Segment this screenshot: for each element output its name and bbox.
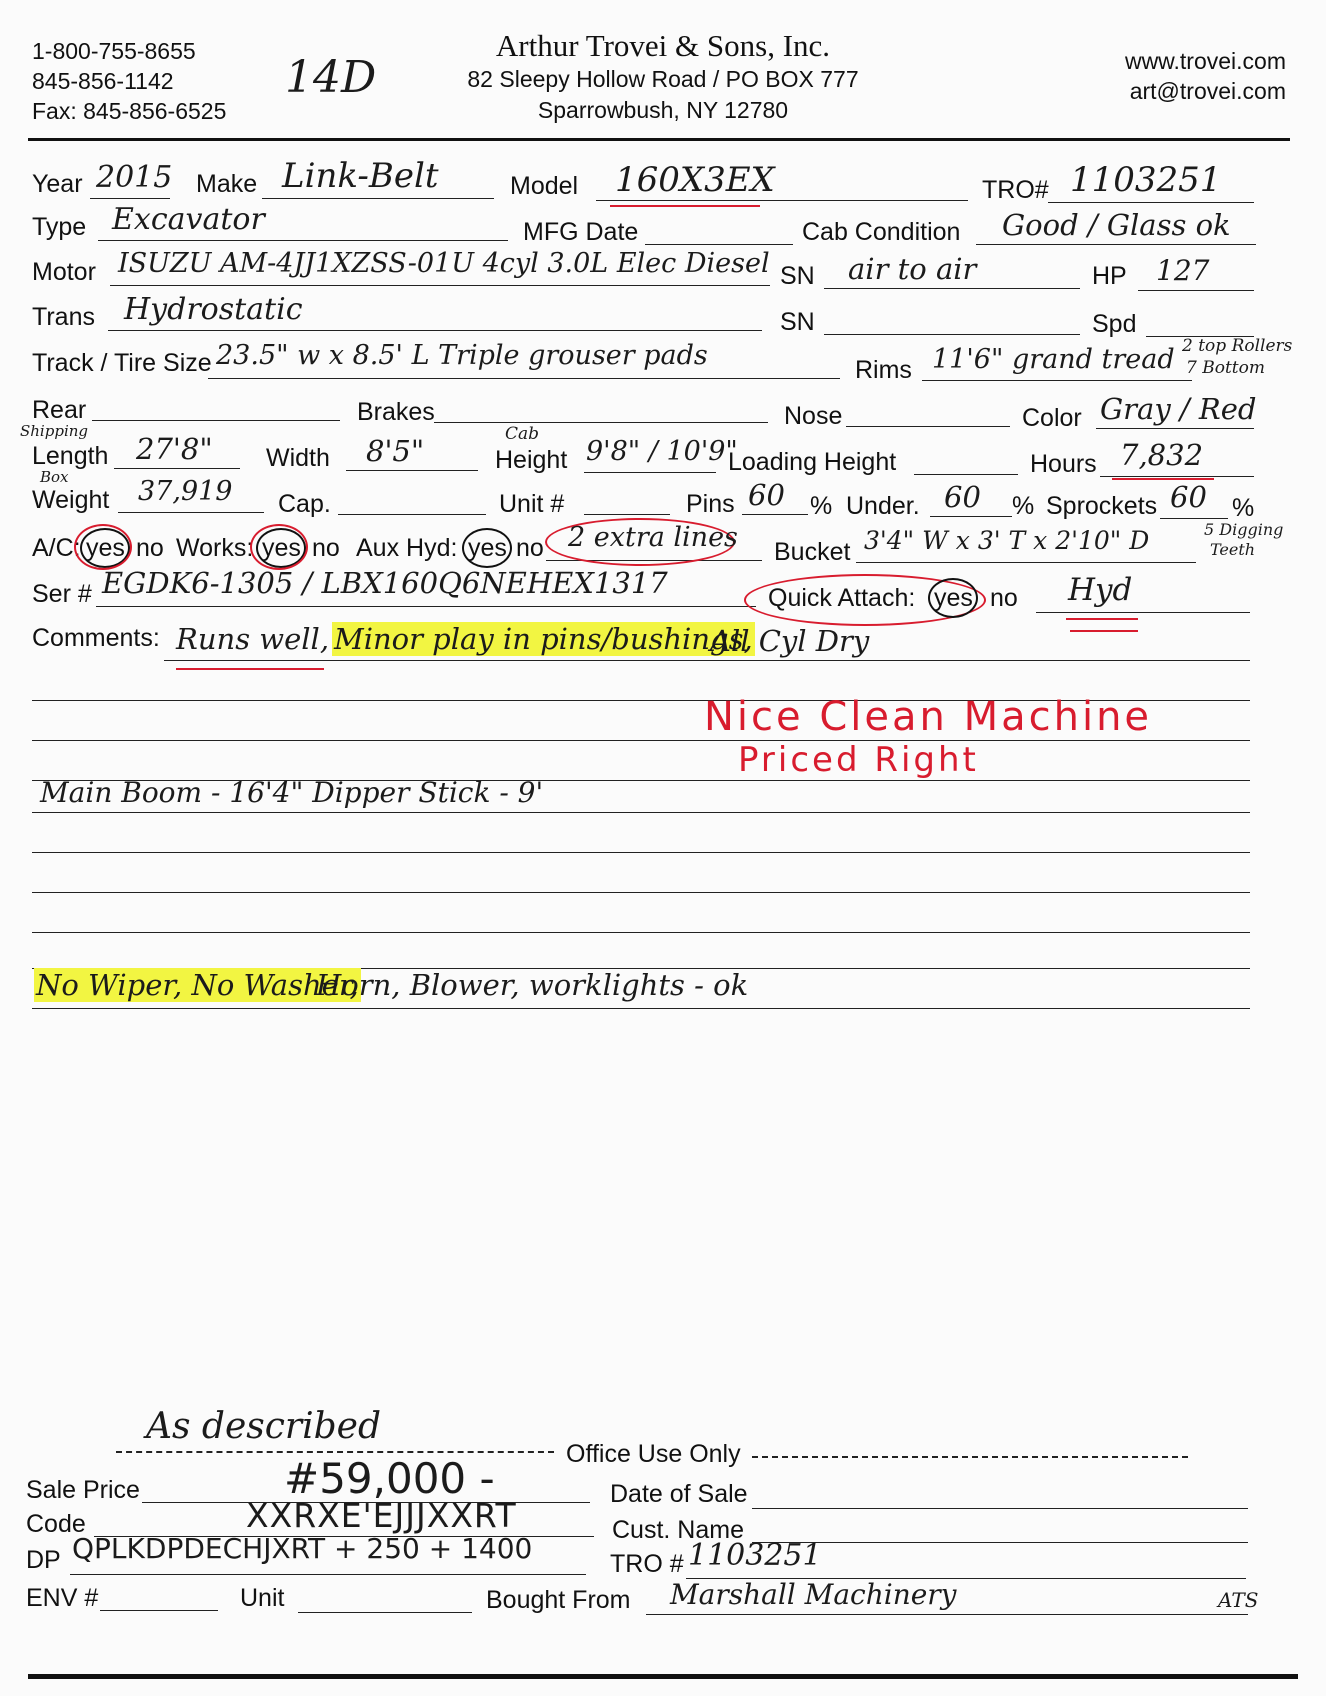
comment-minor-play-highlight: Minor play in pins/bushings, xyxy=(334,622,753,656)
nose-label: Nose xyxy=(784,402,843,430)
rear-label: Rear xyxy=(32,396,87,424)
ac-label: A/C: xyxy=(32,534,81,562)
motor-label: Motor xyxy=(32,258,96,286)
ac-yes[interactable]: yes xyxy=(86,534,125,562)
works-label: Works: xyxy=(176,534,254,562)
under-value: 60 xyxy=(944,480,981,514)
header-divider xyxy=(28,138,1290,141)
year-label: Year xyxy=(32,170,83,198)
brakes-label: Brakes xyxy=(357,398,435,426)
loading-height-label: Loading Height xyxy=(728,448,897,476)
code-value: XXRXE'EJJJXXRT xyxy=(246,1496,517,1535)
code-label: Code xyxy=(26,1510,86,1538)
company-name: Arthur Trovei & Sons, Inc. xyxy=(495,28,831,63)
make-value: Link-Belt xyxy=(282,156,439,196)
teeth-note-top: 5 Digging xyxy=(1204,520,1284,539)
initials: ATS xyxy=(1218,1588,1259,1612)
serial-value: EGDK6-1305 / LBX160Q6NEHEX1317 xyxy=(102,566,668,600)
under-percent: % xyxy=(1012,492,1035,520)
tro-value: 1103251 xyxy=(1070,160,1222,200)
quick-attach-type-value: Hyd xyxy=(1068,572,1133,608)
bought-from-value: Marshall Machinery xyxy=(670,1578,957,1611)
address-line-2: Sparrowbush, NY 12780 xyxy=(537,97,789,123)
comment-all-cyl-dry: All Cyl Dry xyxy=(710,624,870,658)
ac-yes-red-circle xyxy=(74,524,132,570)
phone-local: 845-856-1142 xyxy=(32,68,174,94)
type-label: Type xyxy=(32,213,87,241)
works-yes-red-circle xyxy=(250,524,308,570)
rollers-note-bottom: 7 Bottom xyxy=(1186,358,1265,378)
rims-label: Rims xyxy=(855,356,912,384)
comment-minor-play xyxy=(332,622,755,656)
mfg-date-label: MFG Date xyxy=(523,218,639,246)
sale-price-label: Sale Price xyxy=(26,1476,140,1504)
motor-sn-value: air to air xyxy=(848,252,977,286)
spd-label: Spd xyxy=(1092,310,1137,338)
length-value: 27'8" xyxy=(136,432,213,466)
no-wiper-washer-note xyxy=(34,968,361,1002)
color-label: Color xyxy=(1022,404,1082,432)
sprockets-value: 60 xyxy=(1170,480,1207,514)
aux-hyd-no[interactable]: no xyxy=(516,534,544,562)
hp-value: 127 xyxy=(1156,254,1210,287)
office-use-label: Office Use Only xyxy=(566,1440,741,1468)
red-note-nice-clean: Nice Clean Machine xyxy=(704,694,1153,740)
as-described-note: As described xyxy=(146,1406,382,1447)
model-label: Model xyxy=(510,172,579,200)
red-note-priced-right: Priced Right xyxy=(738,740,979,780)
track-tire-value: 23.5" w x 8.5' L Triple grouser pads xyxy=(216,340,708,371)
tro-number-value: 1103251 xyxy=(688,1538,822,1573)
unit-label: Unit xyxy=(240,1584,285,1612)
sprockets-label: Sprockets xyxy=(1046,492,1158,520)
bucket-value: 3'4" W x 3' T x 2'10" D xyxy=(864,526,1150,555)
cap-label: Cap. xyxy=(278,490,331,518)
comment-line-8 xyxy=(32,932,1250,933)
phone-toll-free: 1-800-755-8655 xyxy=(32,38,196,64)
ac-no[interactable]: no xyxy=(136,534,164,562)
tro-number-label: TRO # xyxy=(610,1550,684,1578)
address-line-1: 82 Sleepy Hollow Road / PO BOX 777 xyxy=(467,66,859,92)
weight-value: 37,919 xyxy=(138,476,233,507)
cab-note: Cab xyxy=(505,424,540,444)
pins-label: Pins xyxy=(686,490,735,518)
trans-sn-label: SN xyxy=(780,308,815,336)
trans-label: Trans xyxy=(32,303,95,331)
aux-hyd-lines-value: 2 extra lines xyxy=(568,522,738,553)
aux-hyd-yes[interactable]: yes xyxy=(468,534,507,562)
quick-attach-yes[interactable]: yes xyxy=(934,584,973,612)
color-value: Gray / Red xyxy=(1100,392,1257,426)
boom-dipper-note: Main Boom - 16'4" Dipper Stick - 9' xyxy=(40,776,544,809)
bucket-label: Bucket xyxy=(774,538,851,566)
motor-sn-label: SN xyxy=(780,262,815,290)
width-label: Width xyxy=(266,444,330,472)
height-value: 9'8" / 10'9" xyxy=(586,436,738,467)
model-red-underline xyxy=(610,205,760,207)
comment-line-5 xyxy=(32,812,1250,813)
track-tire-label: Track / Tire Size xyxy=(32,349,212,377)
footer-bar xyxy=(28,1674,1298,1679)
rims-value: 11'6" grand tread xyxy=(932,344,1175,375)
rollers-note-top: 2 top Rollers xyxy=(1182,336,1293,356)
quick-attach-label: Quick Attach: xyxy=(768,584,916,612)
cab-condition-value: Good / Glass ok xyxy=(1002,208,1231,242)
bought-from-label: Bought From xyxy=(486,1586,631,1614)
width-value: 8'5" xyxy=(366,434,425,468)
year-value: 2015 xyxy=(96,160,173,195)
hyd-red-underline-1 xyxy=(1066,618,1138,620)
height-label: Height xyxy=(495,446,568,474)
motor-value: ISUZU AM-4JJ1XZSS-01U 4cyl 3.0L Elec Diesel xyxy=(118,248,770,279)
works-no[interactable]: no xyxy=(312,534,340,562)
tro-label: TRO# xyxy=(982,176,1049,204)
cab-condition-label: Cab Condition xyxy=(802,218,961,246)
unit-number-label: Unit # xyxy=(499,490,565,518)
hp-label: HP xyxy=(1092,262,1127,290)
no-wiper-highlight: No Wiper, No Washer, xyxy=(36,968,359,1002)
runs-well-red-underline xyxy=(176,668,324,670)
aux-hyd-yes-circle xyxy=(462,528,512,568)
teeth-note-bottom: Teeth xyxy=(1210,540,1256,559)
handwritten-note-14d: 14D xyxy=(285,52,377,103)
comments-label: Comments: xyxy=(32,624,160,652)
website: www.trovei.com xyxy=(1124,48,1286,74)
office-dash-left xyxy=(116,1451,554,1453)
trans-value: Hydrostatic xyxy=(124,292,303,327)
pins-percent: % xyxy=(810,492,833,520)
cust-name-label: Cust. Name xyxy=(612,1516,744,1544)
dp-label: DP xyxy=(26,1546,61,1574)
shipping-note: Shipping xyxy=(20,422,88,440)
comment-line-7 xyxy=(32,892,1250,893)
length-label: Length xyxy=(32,442,109,470)
under-label: Under. xyxy=(846,492,920,520)
sprockets-percent: % xyxy=(1232,494,1255,522)
pins-value: 60 xyxy=(748,478,785,512)
aux-hyd-label: Aux Hyd: xyxy=(356,534,458,562)
quick-attach-no[interactable]: no xyxy=(990,584,1018,612)
date-of-sale-label: Date of Sale xyxy=(610,1480,748,1508)
email: art@trovei.com xyxy=(1129,78,1286,104)
office-dash-right xyxy=(752,1456,1188,1458)
horn-blower-note: Horn, Blower, worklights - ok xyxy=(316,968,749,1002)
weight-label: Weight xyxy=(32,486,110,514)
quick-attach-yes-circle xyxy=(928,578,978,618)
make-label: Make xyxy=(196,170,258,198)
model-value: 160X3EX xyxy=(615,160,775,200)
hyd-red-underline-2 xyxy=(1070,630,1138,632)
comment-line-6 xyxy=(32,852,1250,853)
serial-label: Ser # xyxy=(32,580,92,608)
hours-value: 7,832 xyxy=(1120,438,1204,472)
fax-number: Fax: 845-856-6525 xyxy=(32,98,227,124)
box-note: Box xyxy=(40,468,69,486)
dp-value: QPLKDPDECHJXRT + 250 + 1400 xyxy=(72,1532,533,1565)
comment-line-10 xyxy=(32,1008,1250,1009)
sale-price-value: #59,000 - xyxy=(284,1454,495,1503)
works-yes[interactable]: yes xyxy=(262,534,301,562)
env-label: ENV # xyxy=(26,1584,99,1612)
type-value: Excavator xyxy=(112,202,265,237)
hours-label: Hours xyxy=(1030,450,1097,478)
comment-runs-well: Runs well, xyxy=(176,622,330,656)
comment-line-3 xyxy=(32,740,1250,741)
